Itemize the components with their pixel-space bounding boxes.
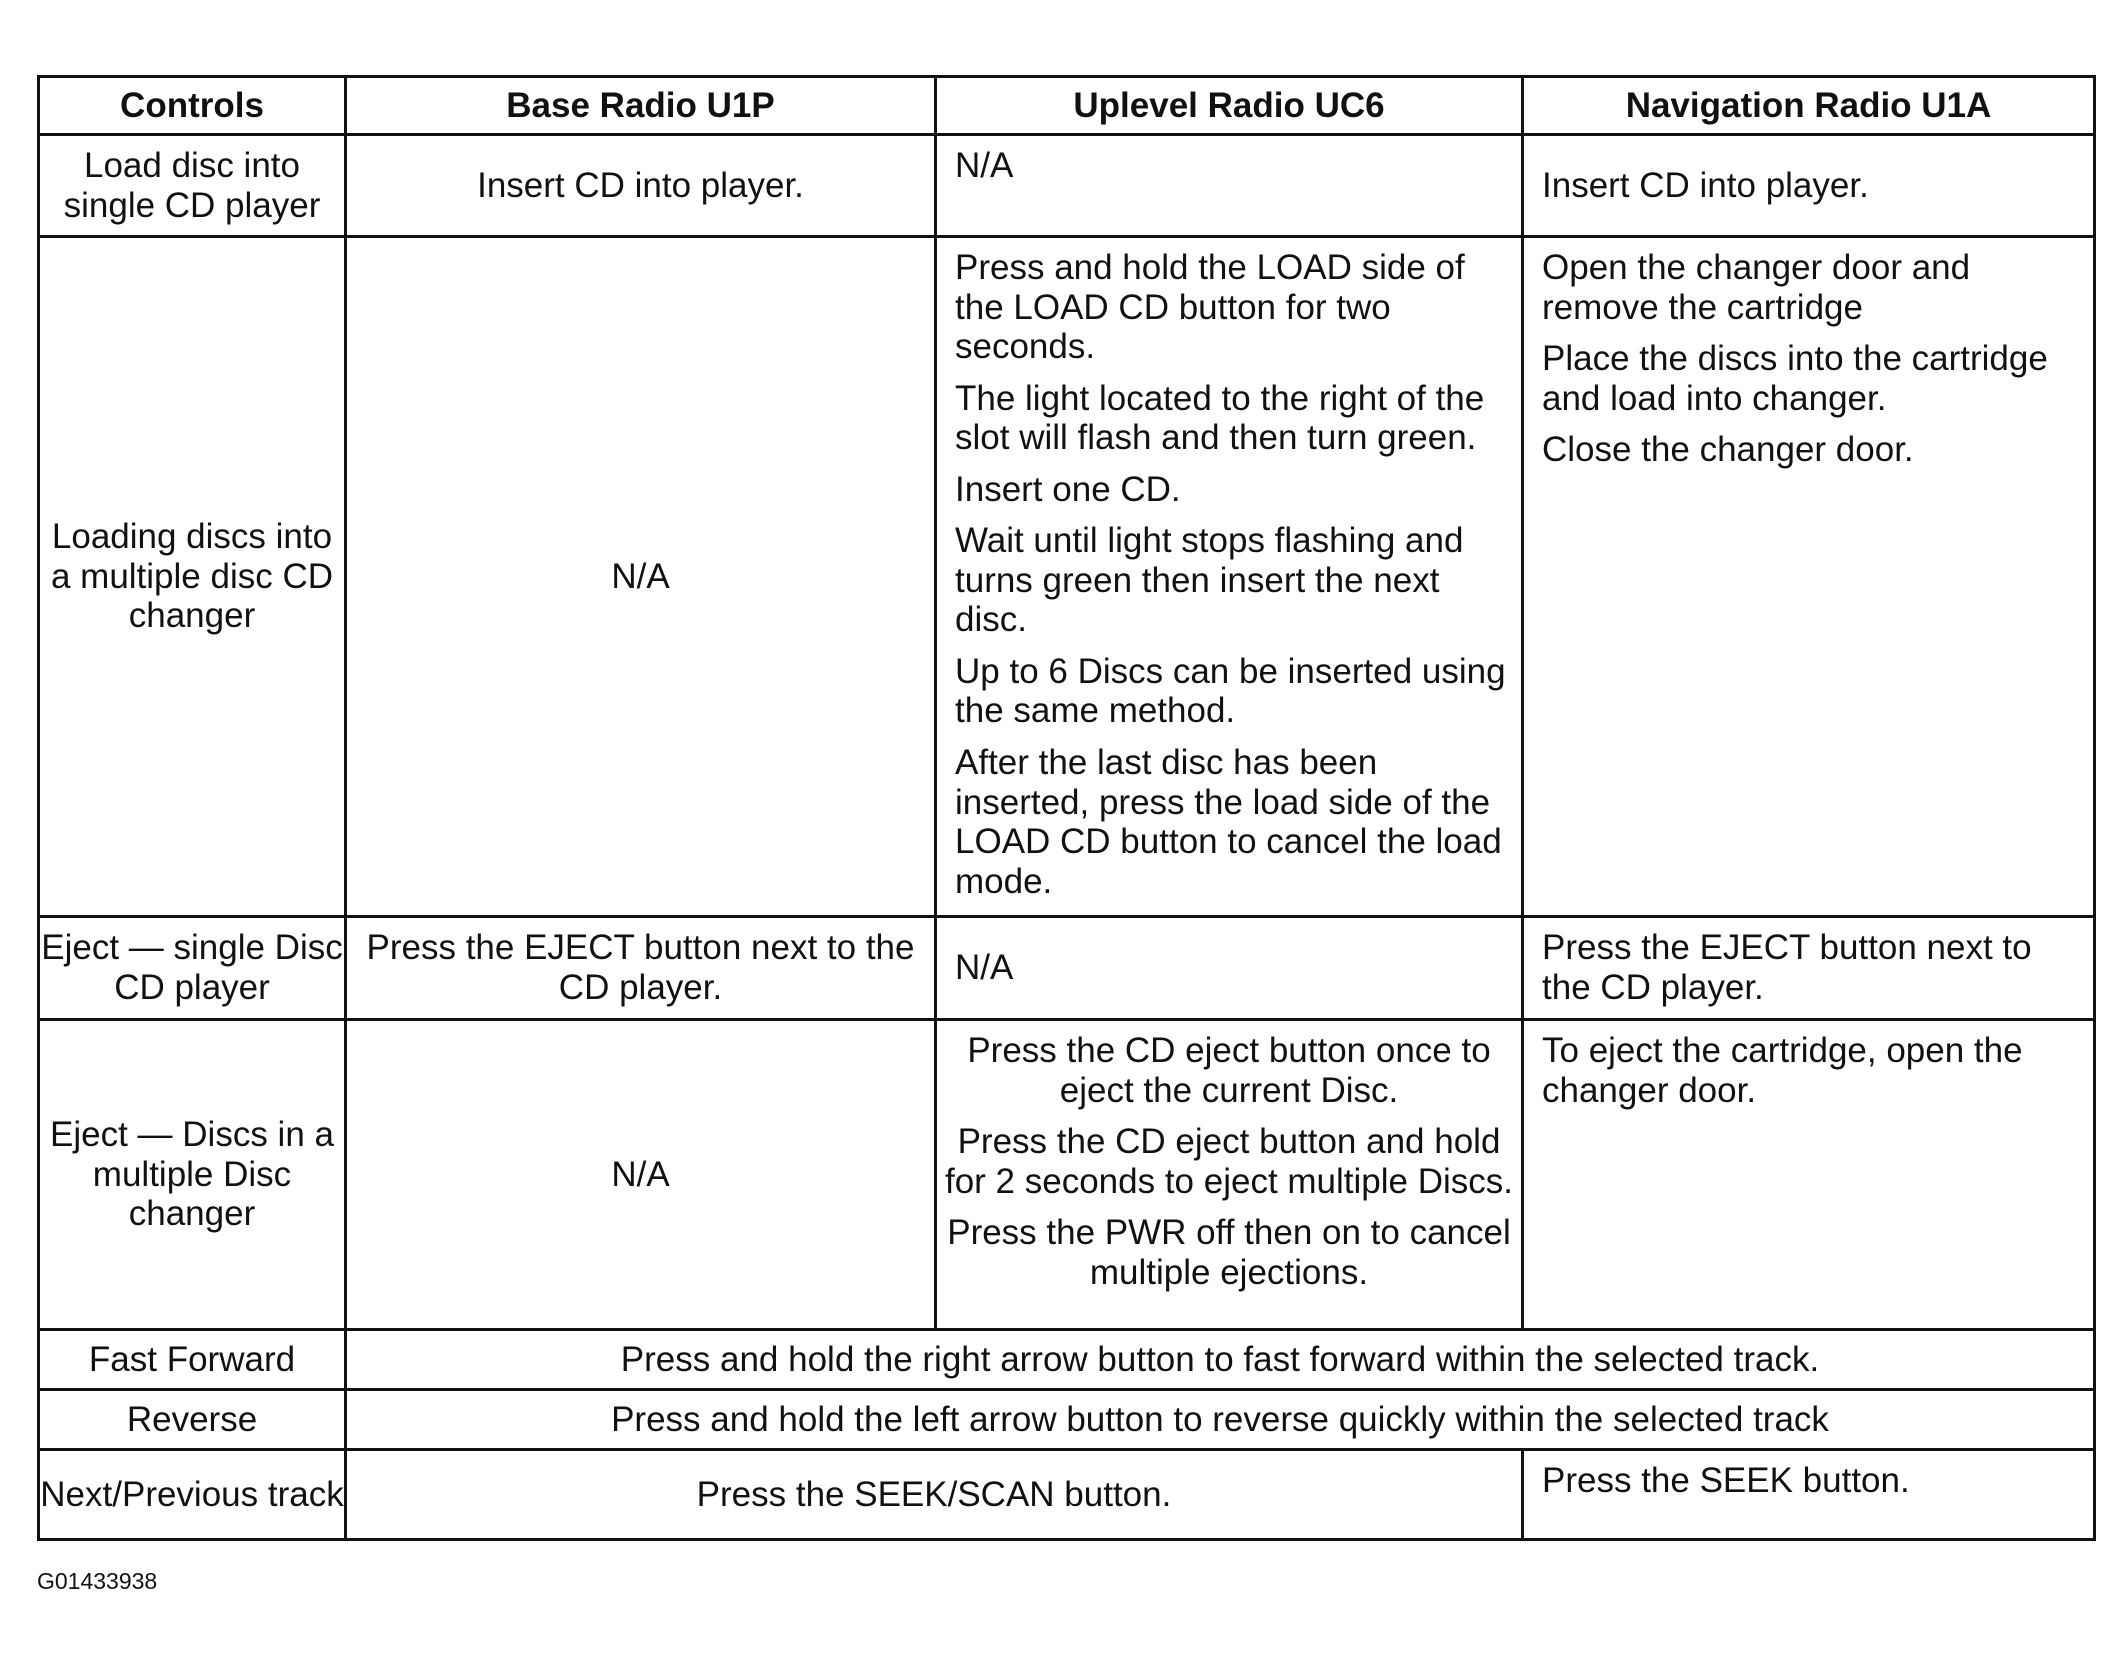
- instruction-step: Wait until light stops flashing and turns green then insert the next disc.: [955, 521, 1464, 640]
- base-cell: Insert CD into player.: [346, 135, 936, 237]
- table-row: [39, 917, 2095, 1020]
- shared-cell: Press the SEEK/SCAN button.: [346, 1450, 1523, 1540]
- header-uplevel-radio: Uplevel Radio UC6: [936, 77, 1523, 135]
- instruction-step: Open the changer door and remove the cartridge: [1542, 248, 1971, 327]
- header-row: [39, 77, 2095, 135]
- table-row: [39, 1450, 2095, 1540]
- instruction-step: Press the CD eject button once to eject the current Disc.: [967, 1031, 1491, 1110]
- control-label: Eject — single Disc CD player: [39, 917, 346, 1020]
- header-base-radio: Base Radio U1P: [346, 77, 936, 135]
- table-row: [39, 1390, 2095, 1450]
- uplevel-cell: [936, 237, 1523, 917]
- shared-cell: Press and hold the right arrow button to fast forward within the selected track.: [346, 1330, 2095, 1390]
- uplevel-cell: N/A: [936, 917, 1523, 1020]
- nav-cell: Press the SEEK button.: [1523, 1450, 2095, 1540]
- instruction-step: Press the PWR off then on to cancel multiple ejections.: [947, 1213, 1511, 1292]
- base-cell: Press the EJECT button next to the CD player.: [346, 917, 936, 1020]
- base-cell: N/A: [346, 237, 936, 917]
- control-label: Next/Previous track: [39, 1450, 346, 1540]
- nav-cell: To eject the cartridge, open the changer door.: [1523, 1020, 2095, 1330]
- radio-controls-table: [37, 75, 2096, 1541]
- control-label: Loading discs into a multiple disc CD changer: [39, 237, 346, 917]
- uplevel-cell: N/A: [936, 135, 1523, 237]
- table-row: [39, 135, 2095, 237]
- instruction-step: Press and hold the LOAD side of the LOAD CD button for two seconds.: [955, 248, 1465, 367]
- nav-cell: [1523, 237, 2095, 917]
- control-label: Fast Forward: [39, 1330, 346, 1390]
- base-cell: N/A: [346, 1020, 936, 1330]
- control-label: Eject — Discs in a multiple Disc changer: [39, 1020, 346, 1330]
- figure-id: G01433938: [37, 1568, 158, 1594]
- instruction-step: Up to 6 Discs can be inserted using the same method.: [955, 651, 1506, 731]
- header-navigation-radio: Navigation Radio U1A: [1523, 77, 2095, 135]
- instruction-step: Insert one CD.: [955, 469, 1181, 509]
- shared-cell: Press and hold the left arrow button to reverse quickly within the selected track: [346, 1390, 2095, 1450]
- table-row: [39, 1020, 2095, 1330]
- uplevel-cell: [936, 1020, 1523, 1330]
- instruction-step: After the last disc has been inserted, press the load side of the LOAD CD button to cancel the load mode.: [955, 743, 1502, 901]
- table-row: [39, 237, 2095, 917]
- header-controls: Controls: [39, 77, 346, 135]
- instruction-step: Press the CD eject button and hold for 2 seconds to eject multiple Discs.: [944, 1122, 1513, 1201]
- instruction-step: Close the changer door.: [1542, 430, 1914, 470]
- nav-cell: Insert CD into player.: [1523, 135, 2095, 237]
- control-label: Load disc into single CD player: [39, 135, 346, 237]
- nav-cell: Press the EJECT button next to the CD player.: [1523, 917, 2095, 1020]
- instruction-step: The light located to the right of the slot will flash and then turn green.: [955, 378, 1485, 458]
- instruction-step: Place the discs into the cartridge and load into changer.: [1542, 339, 2048, 418]
- table-row: [39, 1330, 2095, 1390]
- control-label: Reverse: [39, 1390, 346, 1450]
